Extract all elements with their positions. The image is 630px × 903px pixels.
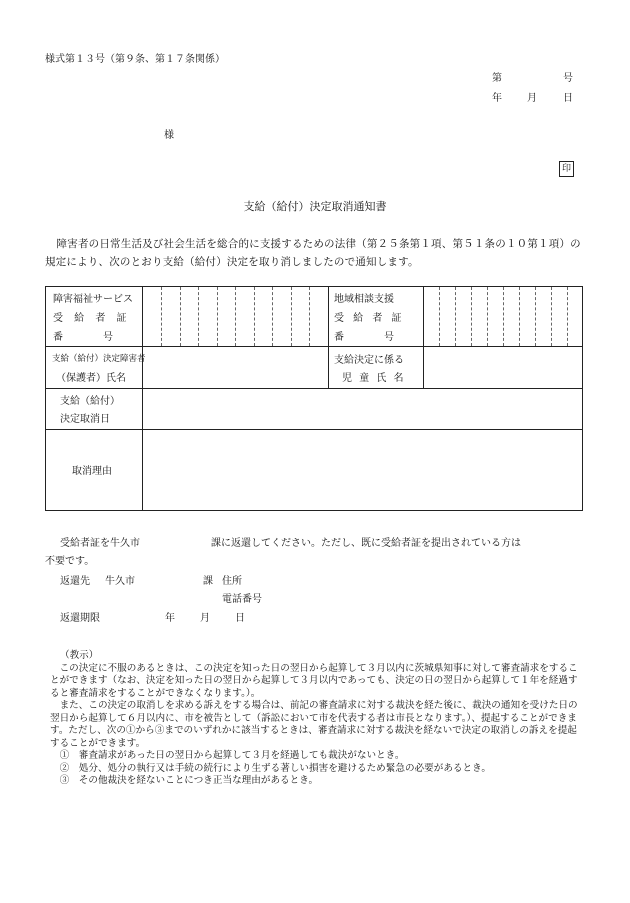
notice-item-1: ① 審査請求があった日の翌日から起算して３月を経過しても裁決がないとき。 — [59, 750, 405, 761]
addressee-suffix: 様 — [164, 130, 174, 141]
return-deadline-month: 月 — [200, 613, 210, 624]
return-line1-b: 課に返還してください。ただし、既に受給者証を提出されている方は — [211, 538, 521, 549]
notice-heading: （教示） — [60, 650, 99, 661]
child-name-label-2: 児 童 氏 名 — [342, 373, 406, 384]
info-table — [45, 286, 583, 511]
date-year: 年 — [492, 93, 502, 104]
community-cert-label-1: 地域相談支援 — [334, 294, 394, 305]
community-cert-label-2: 受 給 者 証 — [334, 313, 405, 324]
date-month: 月 — [527, 93, 537, 104]
form-number: 様式第１３号（第９条、第１７条関係） — [45, 54, 225, 65]
number-label-dai: 第 — [492, 73, 502, 84]
service-cert-label-1: 障害福祉サービス — [53, 294, 133, 305]
return-deadline-year: 年 — [165, 613, 175, 624]
appeal-notice — [50, 650, 580, 788]
seal-mark: 印 — [559, 161, 574, 177]
return-deadline-label: 返還期限 — [60, 613, 100, 624]
service-cert-label-3: 番 号 — [53, 332, 113, 343]
return-phone-label: 電話番号 — [222, 594, 262, 605]
return-dest-city: 牛久市 — [105, 576, 135, 587]
notice-item-2: ② 処分、処分の執行又は手続の続行により生ずる著しい損害を避けるため緊急の必要があるとき。 — [59, 762, 491, 774]
service-cert-label-2: 受 給 者 証 — [53, 313, 131, 324]
cancel-date-label-1: 支給（給付） — [60, 396, 120, 407]
date-day: 日 — [563, 93, 573, 104]
recipient-name-label-2: （保護者）氏名 — [56, 373, 126, 384]
return-dest-label: 返還先 — [60, 576, 90, 587]
cancel-reason-label: 取消理由 — [72, 466, 112, 477]
return-dest-ka: 課 — [203, 576, 213, 587]
return-line1-a: 受給者証を牛久市 — [60, 538, 140, 549]
return-deadline-day: 日 — [235, 613, 245, 624]
intro-paragraph: 障害者の日常生活及び社会生活を総合的に支援するための法律（第２５条第１項、第５１条の１０第１項）の規定により、次のとおり支給（給付）決定を取り消しましたので通知します。 — [45, 238, 581, 268]
recipient-name-label-1: 支給（給付）決定障害者 — [52, 354, 146, 364]
document-title: 支給（給付）決定取消通知書 — [243, 200, 387, 213]
cancel-date-label-2: 決定取消日 — [60, 414, 110, 425]
notice-paragraph-2: また、この決定の取消しを求める訴えをする場合は、前記の審査請求に対する裁決を経た後に、裁決の通知を受けた日の翌日から起算して６月以内に、市を被告として（訴訟において市を代表する者は市長となります。）、提起することができます。ただし、次の①から③までのいずれかに該当するときは、審査請求に対する裁決を経ないで決定の取消しの訴えを提起することができます。 — [50, 700, 578, 749]
child-name-label-1: 支給決定に係る — [334, 355, 404, 366]
community-cert-label-3: 番 号 — [334, 332, 394, 343]
return-address-label: 住所 — [222, 576, 242, 587]
return-line2: 不要です。 — [45, 556, 95, 567]
number-label-go: 号 — [563, 73, 573, 84]
notice-paragraph-1: この決定に不服のあるときは、この決定を知った日の翌日から起算して３月以内に茨城県知事に対して審査請求をすることができます（なお、決定を知った日の翌日から起算して３月以内であっても、決定の日の翌日から起算して１年を経過すると審査請求をすることができなくなります。）。 — [50, 662, 578, 699]
notice-item-3: ③ その他裁決を経ないことにつき正当な理由があるとき。 — [59, 775, 319, 786]
